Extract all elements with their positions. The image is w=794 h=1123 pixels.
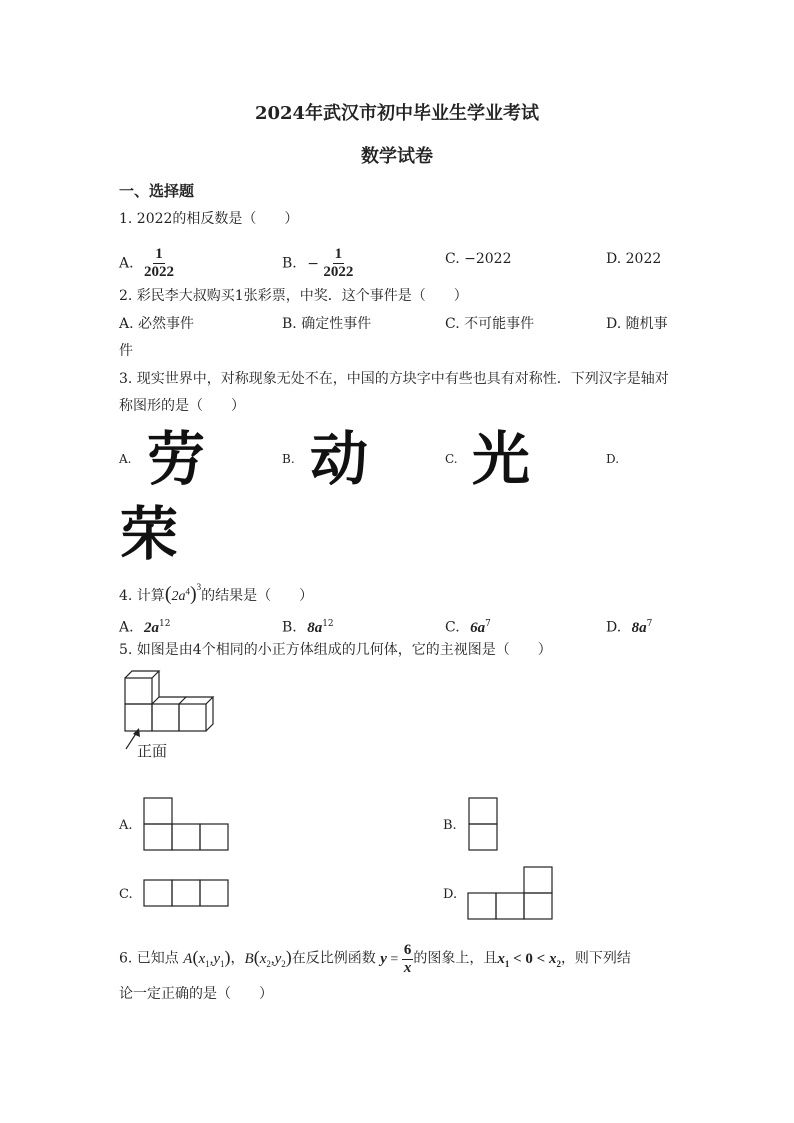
option-label: D. (606, 619, 622, 636)
stem-mid2: 的图象上，且 (413, 950, 498, 967)
power-expression: $(2a^4)^3$ (164, 582, 202, 605)
question-1-stem: 1. 2022的相反数是（ ） (119, 211, 299, 227)
minus-sign: − (307, 255, 319, 272)
denominator: 2022 (144, 264, 175, 280)
q5-option-b-label: B. (443, 818, 457, 833)
numerator: 1 (334, 246, 343, 262)
option-label: A. (119, 619, 134, 636)
option-exponent: 7 (646, 619, 653, 629)
q4-option-c (445, 613, 491, 639)
q2-option-d: D. 随机事 (606, 316, 668, 332)
page-subtitle: 数学试卷 (361, 146, 433, 167)
inverse-function: y = $\frac{6}{x}$ (380, 942, 412, 976)
func-fraction (402, 942, 414, 977)
q1-option-b (282, 246, 353, 281)
numerator: 1 (155, 246, 163, 262)
inner-exponent: 4 (185, 586, 190, 597)
q3-option-b-label: B. (282, 452, 295, 466)
option-exponent: 7 (485, 619, 491, 629)
inequality: $x_1 < 0 < x_2$ (497, 950, 561, 969)
q4-option-a (119, 613, 170, 639)
q2-option-a: A. 必然事件 (119, 316, 195, 332)
option-label: A. (119, 255, 134, 272)
option-coef: 6a (470, 619, 486, 636)
option-label: B. (282, 255, 297, 272)
option-coef: 8a (307, 619, 323, 636)
option-label: B. (282, 619, 297, 636)
q2-option-d-wrap: 件 (119, 343, 133, 359)
fraction (323, 246, 353, 281)
option-label: C. (445, 619, 460, 636)
section-heading: 一、选择题 (119, 182, 195, 200)
q3-option-d-label: D. (606, 452, 620, 466)
q4-option-b (282, 613, 334, 639)
q1-option-a (119, 246, 174, 281)
point-a-letter: A (183, 950, 193, 967)
denominator: 2022 (323, 264, 354, 280)
q3-option-c-char: 光 (472, 425, 531, 493)
question-3-stem-line1: 3. 现实世界中，对称现象无处不在，中国的方块字中有些也具有对称性．下列汉字是轴对 (119, 371, 669, 387)
func-y: y (380, 950, 387, 967)
q3-option-b-char: 动 (310, 425, 369, 493)
q5-option-c-label: C. (119, 887, 133, 902)
option-exponent: 12 (159, 619, 171, 629)
question-2-stem: 2. 彩民李大叔购买1张彩票，中奖．这个事件是（ ） (119, 288, 468, 304)
q5-option-c-figure (142, 878, 230, 910)
stem-prefix: 4. 计算 (119, 588, 165, 604)
fraction (144, 246, 174, 281)
front-view-label: 正面 (137, 742, 168, 760)
question-3-stem-line2: 称图形的是（ ） (119, 398, 245, 414)
q4-option-d (606, 613, 652, 639)
page-title: 2024年武汉市初中毕业生学业考试 (254, 103, 540, 124)
func-denominator: x (403, 960, 412, 976)
q5-option-b-figure (467, 796, 501, 852)
q5-option-a-label: A. (119, 818, 133, 833)
question-6-stem-line2: 论一定正确的是（ ） (119, 986, 273, 1002)
q1-option-c: C. −2022 (445, 251, 512, 267)
stem-suffix: ，则下列结 (560, 950, 631, 967)
option-coef: 2a (144, 619, 160, 636)
q5-option-a-figure (142, 796, 230, 852)
q3-option-d-char: 荣 (120, 500, 179, 568)
q3-option-a-char: 劳 (147, 425, 206, 493)
point-b-coord: $B(x_2,y_2)$ (244, 946, 292, 969)
q5-option-d-label: D. (443, 887, 458, 902)
question-6-stem: 6. 已知点 $A(x_1,y_1)$，$B(x_2,y_2)$在反比例函数 y = $\frac{6}{x}$ 的图象上，且$x_1 < 0 < x_2$，则下列结 (119, 942, 631, 976)
q1-option-d: D. 2022 (606, 251, 662, 267)
expr-base: 2a (171, 589, 186, 604)
q5-option-d-figure (466, 865, 554, 921)
q3-option-a-label: A. (119, 452, 132, 466)
stem-mid: 在反比例函数 (291, 950, 376, 967)
point-b-letter: B (244, 950, 254, 967)
q2-option-b: B. 确定性事件 (282, 316, 372, 332)
stem-prefix: 6. 已知点 (119, 950, 179, 967)
q3-option-c-label: C. (445, 452, 458, 466)
question-4-stem (119, 576, 313, 608)
q2-option-c: C. 不可能事件 (445, 316, 535, 332)
func-numerator: 6 (403, 942, 412, 958)
cube-solid-figure (118, 665, 228, 755)
question-5-stem: 5. 如图是由4个相同的小正方体组成的几何体，它的主视图是（ ） (119, 642, 552, 658)
stem-suffix: 的结果是（ ） (201, 588, 314, 604)
point-a-coord: $A(x_1,y_1)$ (183, 946, 231, 969)
option-coef: 8a (631, 619, 647, 636)
outer-exponent: 3 (196, 582, 202, 592)
option-exponent: 12 (322, 619, 334, 629)
